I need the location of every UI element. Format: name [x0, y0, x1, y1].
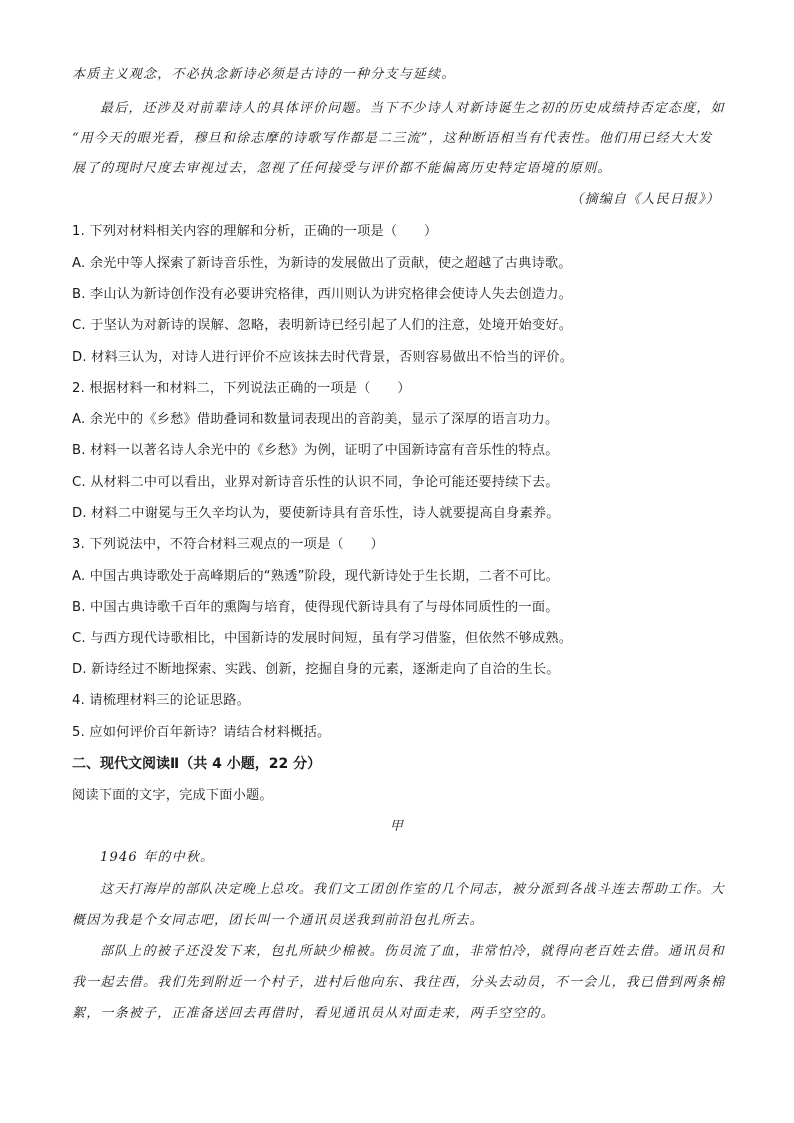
option-d: D. 新诗经过不断地探索、实践、创新，挖掘自身的元素，逐渐走向了自洽的生长。: [72, 662, 560, 677]
passage-line: 1946 年的中秋。: [100, 850, 215, 865]
passage-line: 本质主义观念，不必执念新诗必须是古诗的一种分支与延续。: [72, 67, 456, 82]
passage-line: 概因为我是个女同志吧，团长叫一个通讯员送我到前沿包扎所去。: [72, 913, 484, 928]
option-c: C. 从材料二中可以看出，业界对新诗音乐性的认识不同，争论可能还要持续下去。: [72, 475, 559, 490]
passage-title: 甲: [389, 819, 405, 834]
option-a: A. 余光中等人探索了新诗音乐性，为新诗的发展做出了贡献，使之超越了古典诗歌。: [72, 256, 572, 271]
option-c: C. 于坚认为对新诗的误解、忽略，表明新诗已经引起了人们的注意，处境开始变好。: [72, 318, 573, 333]
option-b: B. 李山认为新诗创作没有必要讲究格律，西川则认为讲究格律会使诗人失去创造力。: [72, 287, 572, 302]
question-stem: 1. 下列对材料相关内容的理解和分析，正确的一项是（ ）: [72, 224, 438, 239]
question-stem: 5. 应如何评价百年新诗？请结合材料概括。: [72, 725, 331, 740]
passage-line: “用今天的眼光看，穆旦和徐志摩的诗歌写作都是二三流”，这种断语相当有代表性。他们用已经大大发: [72, 131, 713, 146]
passage-line: 絮，一条被子，正准备送回去再借时，看见通讯员从对面走来，两手空空的。: [72, 1006, 555, 1021]
passage-line: 部队上的被子还没发下来，包扎所缺少棉被。伤员流了血，非常怕冷，就得向老百姓去借。通讯员和: [100, 944, 725, 959]
question-stem: 3. 下列说法中，不符合材料三观点的一项是（ ）: [72, 537, 384, 552]
source-citation: （摘编自《人民日报》）: [570, 192, 720, 207]
option-a: A. 中国古典诗歌处于高峰期后的“熟透”阶段，现代新诗处于生长期，二者不可比。: [72, 569, 560, 584]
passage-line: 我一起去借。我们先到附近一个村子，进村后他向东、我往西，分头去动员，不一会儿，我已借到两条棉: [72, 975, 726, 990]
section-instruction: 阅读下面的文字，完成下面小题。: [72, 788, 273, 803]
question-stem: 2. 根据材料一和材料二，下列说法正确的一项是（ ）: [72, 381, 411, 396]
passage-line: 这天打海岸的部队决定晚上总攻。我们文工团创作室的几个同志，被分派到各战斗连去帮助工作。大: [100, 882, 725, 897]
section-heading: 二、现代文阅读Ⅱ（共 4 小题，22 分）: [72, 756, 322, 772]
passage-line: 展了的现时尺度去审视过去，忽视了任何接受与评价都不能偏离历史特定语境的原则。: [72, 161, 612, 176]
option-b: B. 中国古典诗歌千百年的熏陶与培育，使得现代新诗具有了与母体同质性的一面。: [72, 600, 559, 615]
option-b: B. 材料一以著名诗人余光中的《乡愁》为例，证明了中国新诗富有音乐性的特点。: [72, 443, 559, 458]
passage-line: 最后，还涉及对前辈诗人的具体评价问题。当下不少诗人对新诗诞生之初的历史成绩持否定态度，如: [100, 101, 725, 116]
question-stem: 4. 请梳理材料三的论证思路。: [72, 693, 251, 708]
option-d: D. 材料三认为，对诗人进行评价不应该抹去时代背景，否则容易做出不恰当的评价。: [72, 350, 574, 365]
option-d: D. 材料二中谢冕与王久辛均认为，要使新诗具有音乐性，诗人就要提高自身素养。: [72, 506, 560, 521]
option-c: C. 与西方现代诗歌相比，中国新诗的发展时间短，虽有学习借鉴，但依然不够成熟。: [72, 631, 573, 646]
option-a: A. 余光中的《乡愁》借助叠词和数量词表现出的音韵美，显示了深厚的语言功力。: [72, 412, 559, 427]
